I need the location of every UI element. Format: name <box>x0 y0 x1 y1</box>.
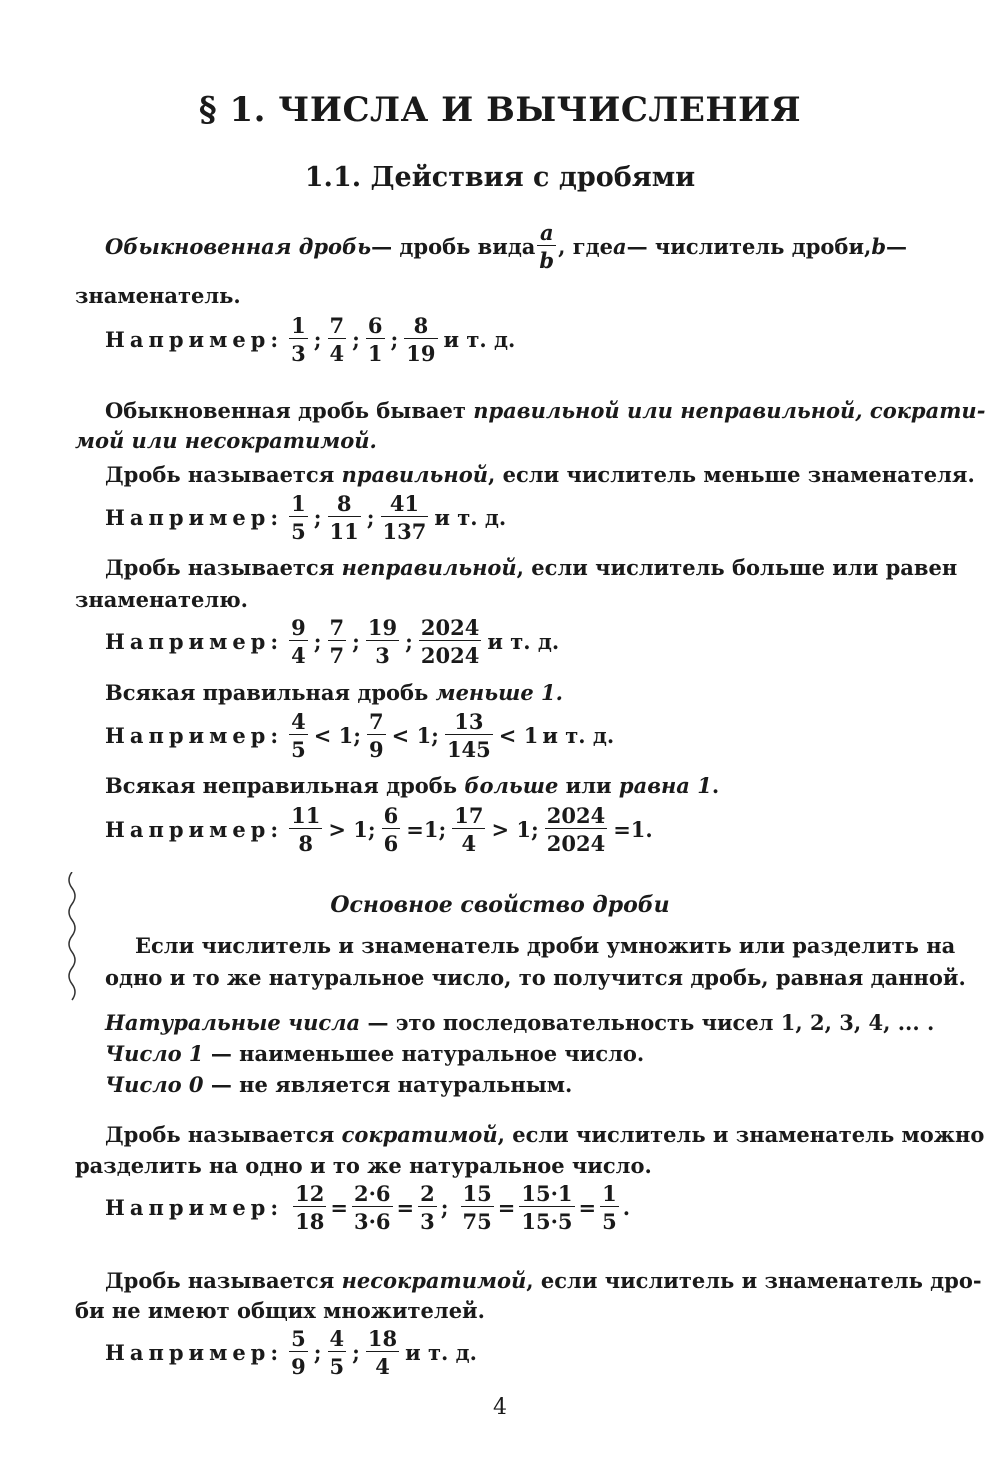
paragraph-improper-greater-one: Всякая неправильная дробь больше или равна 1. <box>105 773 720 798</box>
fraction-a-b: a b <box>539 220 555 273</box>
definition-line-1: Обыкновенная дробь — дробь вида a b , где a — числитель дроби, b — <box>105 220 908 273</box>
example-5: Например: 11 8 > 1; $\frac{6}{6}$ =1; 17 4 > 1; $\frac{2024}{2024}$ =1. <box>105 803 653 856</box>
number-one-line: Число 1 — наименьшее натуральное число. <box>105 1041 645 1066</box>
example-3: Например: 9 4 ; 7 7 ; 19 3 ; 2024 2024 и т. д. <box>105 615 560 668</box>
example-4: Например: 4 5 < 1; 7 9 < 1; 13 145 < 1 и т. д. <box>105 709 615 762</box>
paragraph-improper-line-1: Дробь называется неправильной, если числитель больше или равен <box>105 555 958 580</box>
paragraph-proper-less-one: Всякая правильная дробь меньше 1. <box>105 680 563 705</box>
property-title: Основное свойство дроби <box>330 892 670 918</box>
number-zero-line: Число 0 — не является натуральным. <box>105 1072 573 1097</box>
paragraph-kinds-line-1: Обыкновенная дробь бывает правильной или неправильной, сократи- <box>105 398 986 423</box>
paragraph-proper: Дробь называется правильной, если числитель меньше знаменателя. <box>105 462 975 487</box>
natural-numbers-line: Натуральные числа — это последовательность чисел 1, 2, 3, 4, ... . <box>105 1010 935 1035</box>
example-2: Например: 1 5 ; 8 11 ; 41 137 и т. д. <box>105 491 507 544</box>
section-title: 1.1. Действия с дробями <box>304 162 696 193</box>
example-7: Например: 5 9 ; 4 5 ; 18 4 и т. д. <box>105 1326 477 1379</box>
definition-line-2: знаменатель. <box>75 283 241 308</box>
example-6: Например: $\frac{12}{18}$ = $\frac{2\cdot 6}{3\cdot 6}$ = $\frac{2}{3}$ ; $\frac{15}{75}$ = $\frac{15\cdot 1}{15\cdot 5}$ = $\frac{1}{5}$ . <box>105 1181 631 1234</box>
example-1: Например: 1 3 ; 7 4 ; 6 1 ; 8 19 и т. д. <box>105 313 516 366</box>
page-number: 4 <box>493 1395 507 1420</box>
property-line-2: одно и то же натуральное число, то получится дробь, равная данной. <box>105 965 966 990</box>
paragraph-irreducible-line-2: би не имеют общих множителей. <box>75 1298 485 1323</box>
paragraph-kinds-line-2: мой или несократимой. <box>75 428 377 453</box>
paragraph-irreducible-line-1: Дробь называется несократимой, если числитель и знаменатель дро- <box>105 1268 982 1293</box>
page-title: § 1. ЧИСЛА И ВЫЧИСЛЕНИЯ <box>198 90 802 130</box>
paragraph-reducible-line-2: разделить на одно и то же натуральное число. <box>75 1153 652 1178</box>
paragraph-improper-line-2: знаменателю. <box>75 587 248 612</box>
paragraph-reducible-line-1: Дробь называется сократимой, если числитель и знаменатель можно <box>105 1122 985 1147</box>
property-line-1: Если числитель и знаменатель дроби умножить или разделить на <box>135 933 956 958</box>
